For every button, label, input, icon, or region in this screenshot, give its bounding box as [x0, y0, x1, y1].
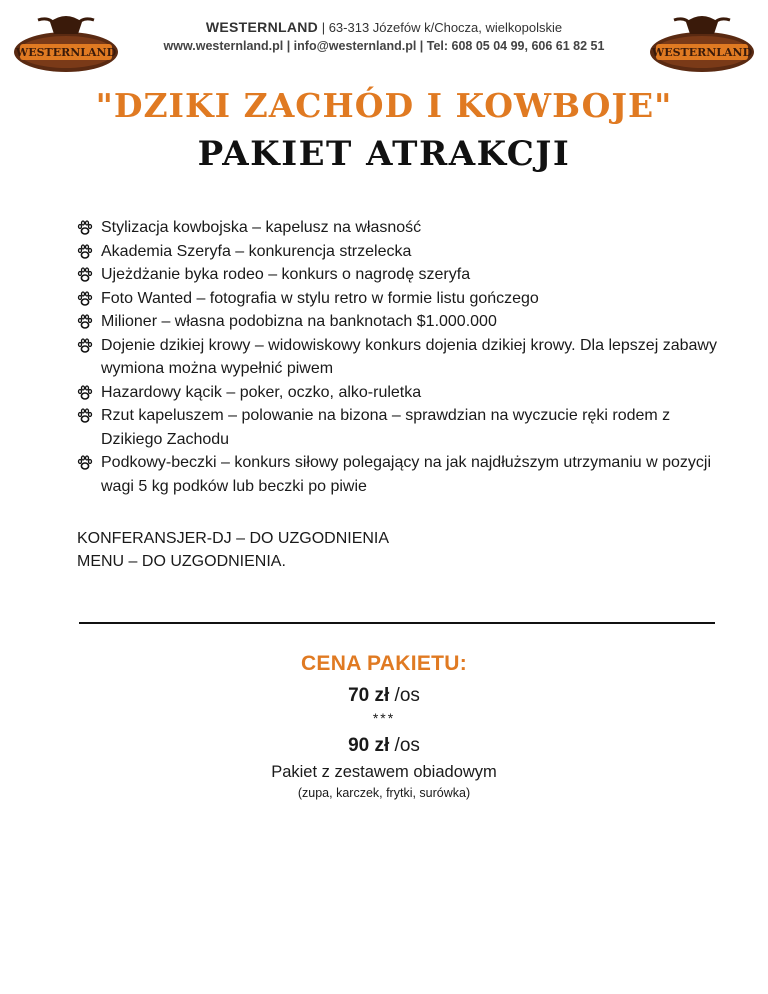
paw-print-icon [77, 455, 93, 471]
attraction-item [77, 216, 727, 240]
attraction-item [77, 404, 727, 451]
letterhead [120, 18, 648, 55]
paw-print-icon [77, 385, 93, 401]
attractions-list [77, 216, 727, 498]
attraction-item [77, 263, 727, 287]
attraction-item [77, 310, 727, 334]
price-option-1 [0, 682, 768, 710]
attraction-text: Rzut kapeluszem – polowanie na bizona – sprawdzian na wyczucie ręki rodem z Dzikiego Zachodu [101, 407, 671, 448]
attraction-item [77, 334, 727, 381]
price-details: (zupa, karczek, frytki, surówka) [297, 786, 471, 800]
attraction-item [77, 451, 727, 498]
attraction-text: Ujeżdżanie byka rodeo – konkurs o nagrodę szeryfa [101, 266, 471, 283]
paw-print-icon [77, 220, 93, 236]
attraction-text: Hazardowy kącik – poker, oczko, alko-ruletka [101, 383, 422, 401]
price-2-unit: /os [389, 735, 420, 756]
attraction-item [77, 240, 727, 264]
attraction-item [77, 381, 727, 405]
note-menu: MENU – DO UZGODNIENIA. [77, 553, 286, 570]
paw-print-icon [77, 314, 93, 330]
attraction-item [77, 287, 727, 311]
document-subtitle: PAKIET ATRAKCJI [197, 134, 571, 174]
price-1-unit: /os [389, 685, 420, 706]
paw-print-icon [77, 291, 93, 307]
price-separator: *** [372, 710, 396, 726]
address: | 63-313 Józefów k/Chocza, wielkopolskie [321, 20, 563, 35]
price-heading: CENA PAKIETU: [300, 652, 468, 675]
price-1-amount: 70 zł [348, 685, 390, 706]
document-title: "DZIKI ZACHÓD I KOWBOJE" [95, 86, 673, 125]
paw-print-icon [77, 408, 93, 424]
price-description: Pakiet z zestawem obiadowym [271, 763, 497, 781]
attraction-text: Stylizacja kowbojska – kapelusz na własność [101, 219, 422, 236]
westernland-logo [10, 12, 122, 76]
paw-print-icon [77, 267, 93, 283]
contact-line: www.westernland.pl | info@westernland.pl | Tel: 608 05 04 99, 606 61 82 51 [163, 39, 605, 53]
price-option-2 [0, 732, 768, 760]
attraction-text: Podkowy-beczki – konkurs siłowy polegający na jak najdłuższym utrzymaniu w pozycji wagi 5 kg podków lub beczki po piwie [101, 454, 712, 495]
logo-text: WESTERNLAND [651, 46, 753, 59]
attraction-text: Dojenie dzikiej krowy – widowiskowy konkurs dojenia dzikiej krowy. Dla lepszej zabawy wymiona można wypełnić piwem [101, 336, 717, 377]
paw-print-icon [77, 244, 93, 260]
attraction-text: Foto Wanted – fotografia w stylu retro w formie listu gończego [101, 289, 539, 307]
letterhead-line-1 [120, 18, 648, 37]
attraction-text: Milioner – własna podobizna na banknotach $1.000.000 [101, 313, 497, 330]
attraction-text: Akademia Szeryfa – konkurencja strzelecka [101, 242, 412, 260]
notes [77, 527, 389, 573]
paw-print-icon [77, 338, 93, 354]
price-2-amount: 90 zł [348, 735, 390, 756]
logo-text: WESTERNLAND [15, 46, 117, 59]
westernland-logo [646, 12, 758, 76]
brand-name: WESTERNLAND [205, 19, 319, 35]
price-section [0, 648, 768, 802]
note-emcee: KONFERANSJER-DJ – DO UZGODNIENIA [77, 530, 390, 547]
divider [79, 622, 715, 624]
